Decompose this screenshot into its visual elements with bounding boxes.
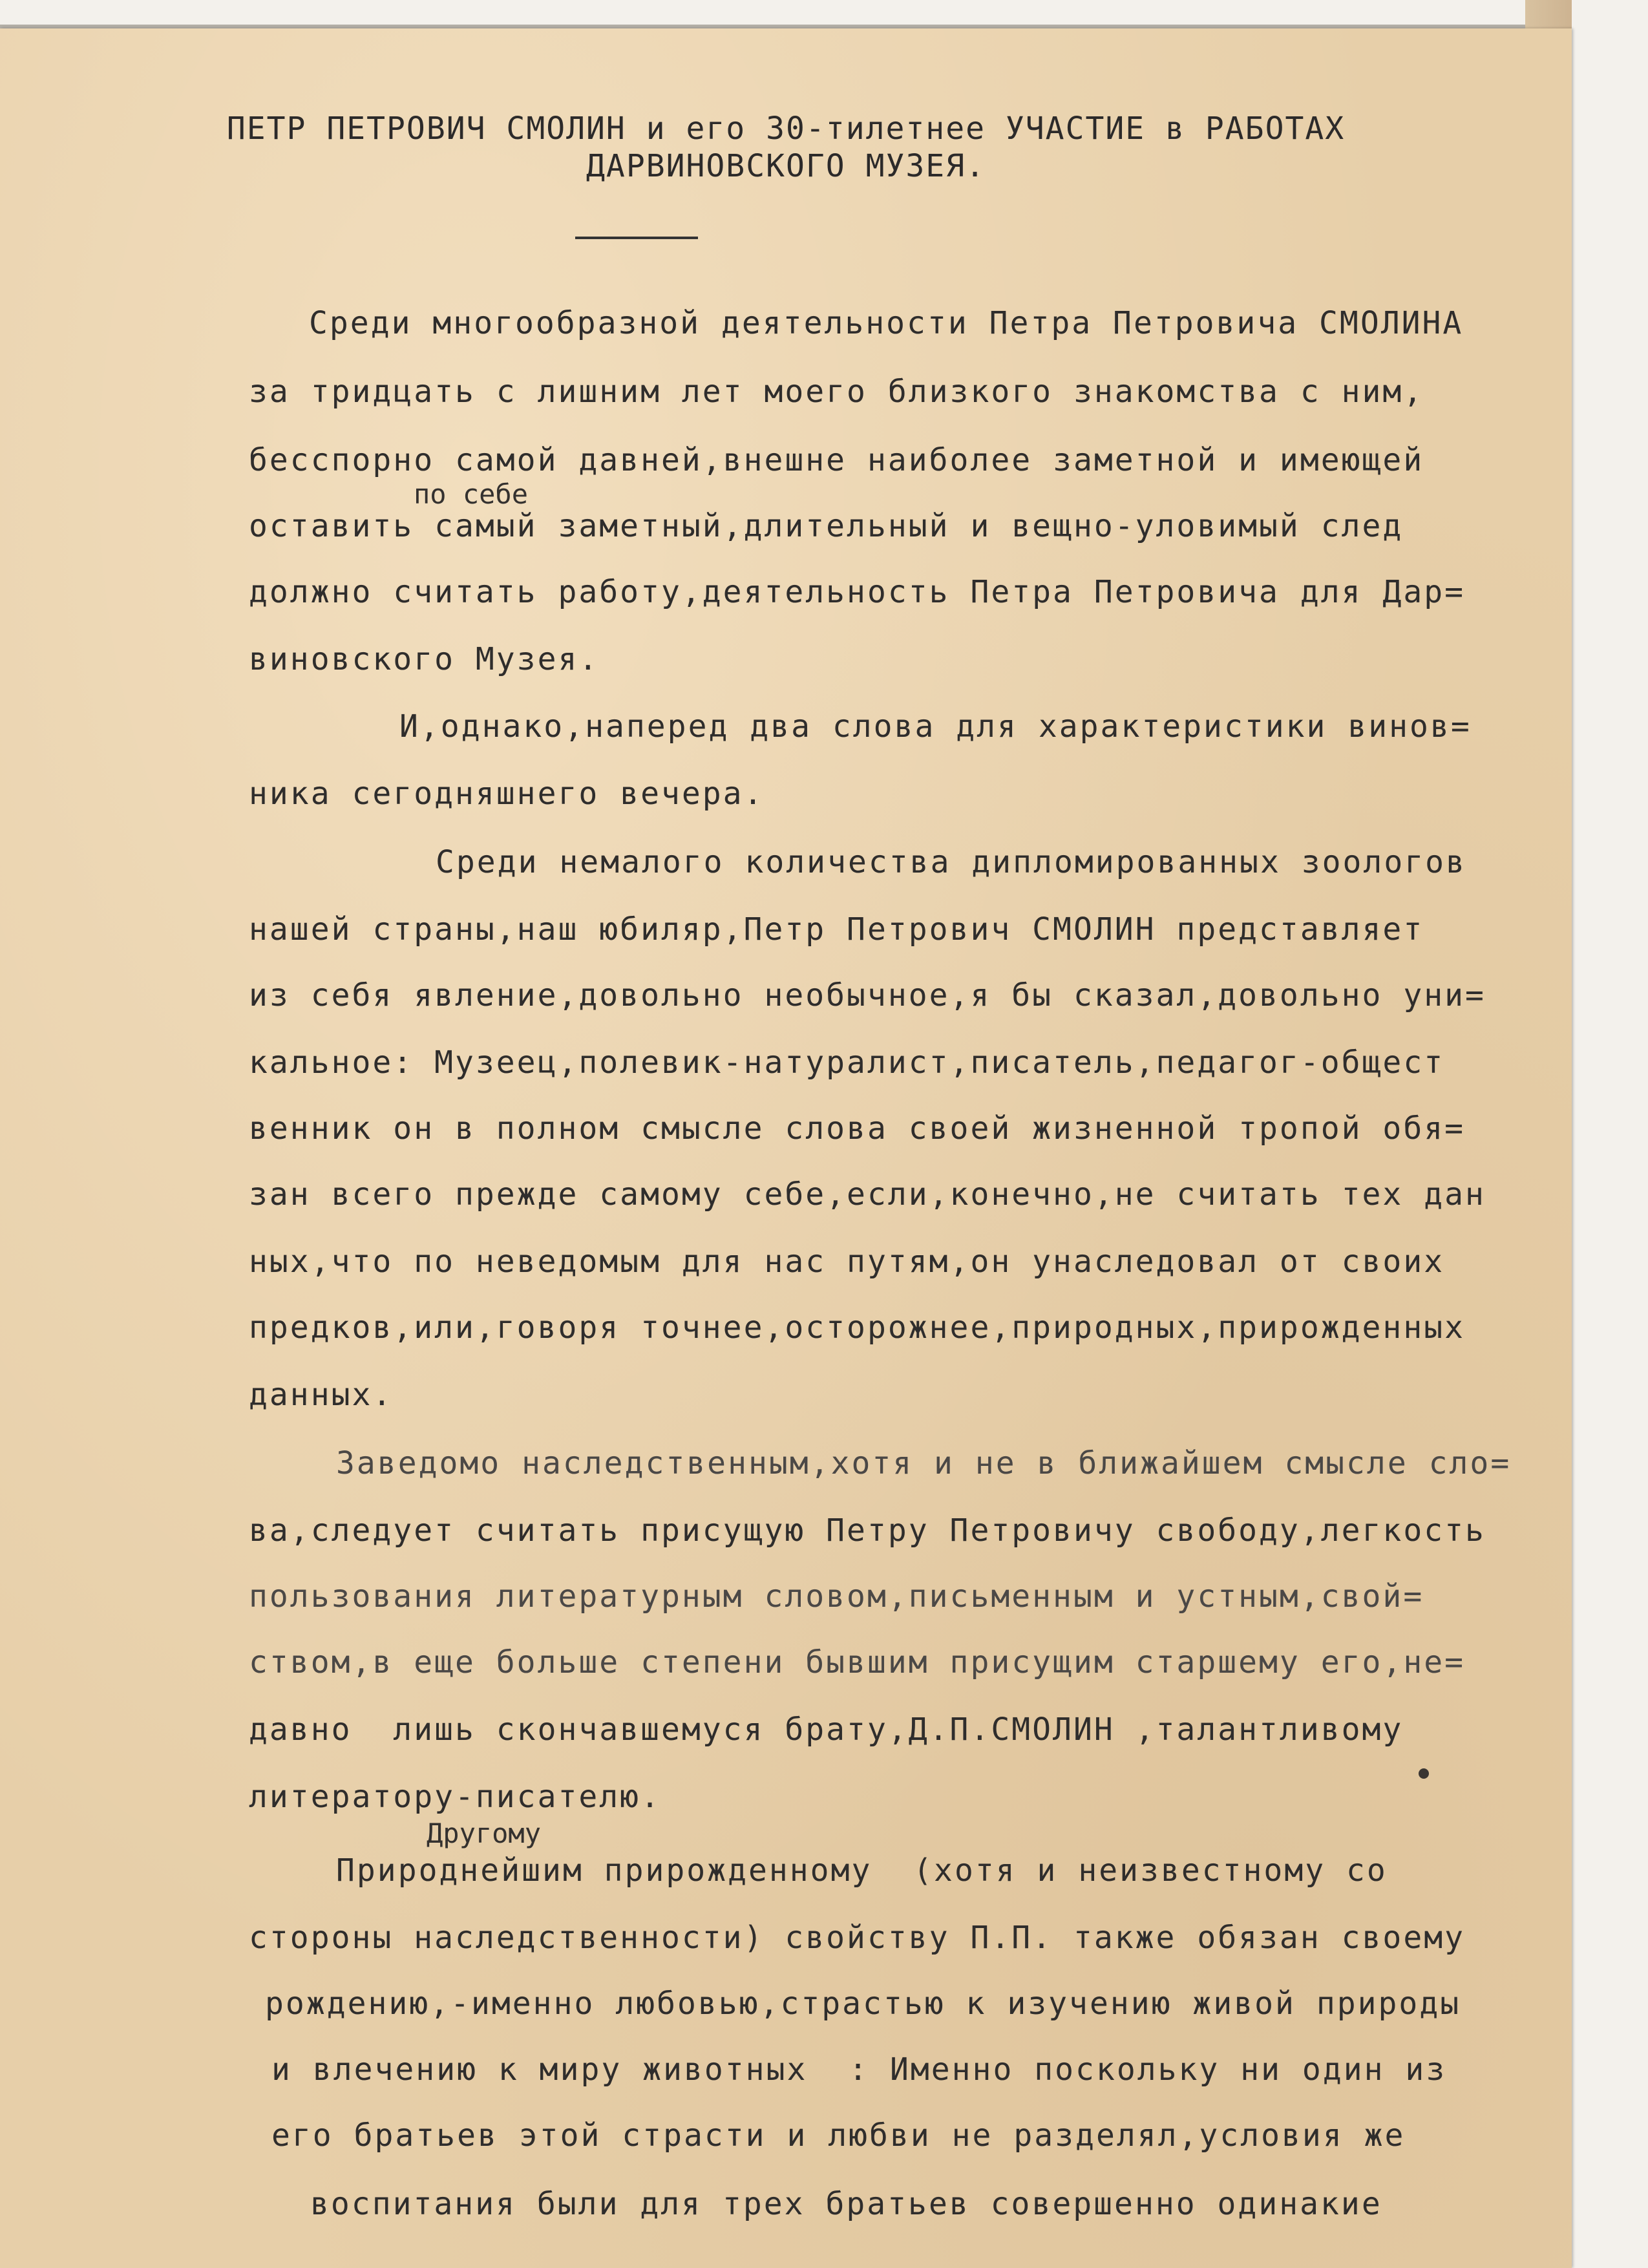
handwritten-insertion-po-sebe: по себе: [414, 478, 529, 510]
text-line: литератору-писателю.: [249, 1779, 661, 1815]
text-line: его братьев этой страсти и любви не разделял,условия же: [271, 2117, 1406, 2154]
text-line: ва,следует считать присущую Петру Петровичу свободу,легкость: [249, 1512, 1486, 1549]
text-line: кальное: Музеец,полевик-натуралист,писатель,педагог-общест: [249, 1044, 1445, 1081]
typewritten-page: [0, 28, 1572, 2268]
scan-background-top: [0, 0, 1648, 25]
scan-background-right: [1572, 0, 1648, 2268]
text-line: Среди немалого количества дипломированных зоологов: [436, 844, 1466, 880]
ink-spot: [1419, 1768, 1429, 1779]
text-line: бесспорно самой давней,внешне наиболее заметной и имеющей: [249, 442, 1424, 478]
title-divider: [575, 237, 698, 239]
text-line: Заведомо наследственным,хотя и не в ближайшем смысле сло=: [336, 1445, 1512, 1481]
text-line: должно считать работу,деятельность Петра Петровича для Дар=: [249, 574, 1466, 610]
text-line: Среди многообразной деятельности Петра Петровича СМОЛИНА: [309, 305, 1464, 341]
text-line: предков,или,говоря точнее,осторожнее,природных,прирожденных: [249, 1309, 1466, 1346]
text-line: И,однако,наперед два слова для характеристики винов=: [399, 708, 1472, 745]
document-title: [0, 110, 1572, 185]
title-line-1: ПЕТР ПЕТРОВИЧ СМОЛИН и его 30-тилетнее УЧАСТИЕ в РАБОТАХ: [226, 111, 1346, 147]
text-line: оставить самый заметный,длительный и вещно-уловимый след: [249, 508, 1404, 544]
title-line-2: ДАРВИНОВСКОГО МУЗЕЯ.: [586, 148, 986, 184]
text-line: венник он в полном смысле слова своей жизненной тропой обя=: [249, 1110, 1466, 1147]
text-line: и влечению к миру животных : Именно поскольку ни один из: [271, 2051, 1447, 2088]
text-line: пользования литературным словом,письменным и устным,свой=: [249, 1578, 1424, 1615]
handwritten-insertion-drugomu: Другому: [427, 1818, 542, 1849]
text-line: Природнейшим прирожденному (хотя и неизвестному со: [336, 1852, 1388, 1889]
text-line: зан всего прежде самому себе,если,конечно,не считать тех дан: [249, 1176, 1486, 1213]
text-line: стороны наследственности) свойству П.П. также обязан своему: [249, 1920, 1466, 1956]
text-line: нашей страны,наш юбиляр,Петр Петрович СМОЛИН представляет: [249, 911, 1424, 948]
text-line: за тридцать с лишним лет моего близкого знакомства с ним,: [249, 374, 1424, 410]
text-line: из себя явление,довольно необычное,я бы сказал,довольно уни=: [249, 977, 1486, 1013]
text-line: ных,что по неведомым для нас путям,он унаследовал от своих: [249, 1244, 1445, 1280]
text-line: воспитания были для трех братьев совершенно одинакие: [310, 2186, 1382, 2222]
text-line: ника сегодняшнего вечера.: [249, 776, 765, 812]
text-line: ством,в еще больше степени бывшим присущим старшему его,не=: [249, 1644, 1466, 1680]
text-line: виновского Музея.: [249, 641, 600, 677]
text-line: рождению,-именно любовью,страстью к изучению живой природы: [265, 1986, 1461, 2022]
text-line: давно лишь скончавшемуся брату,Д.П.СМОЛИН ,талантливому: [249, 1712, 1404, 1748]
text-line: данных.: [249, 1377, 394, 1413]
